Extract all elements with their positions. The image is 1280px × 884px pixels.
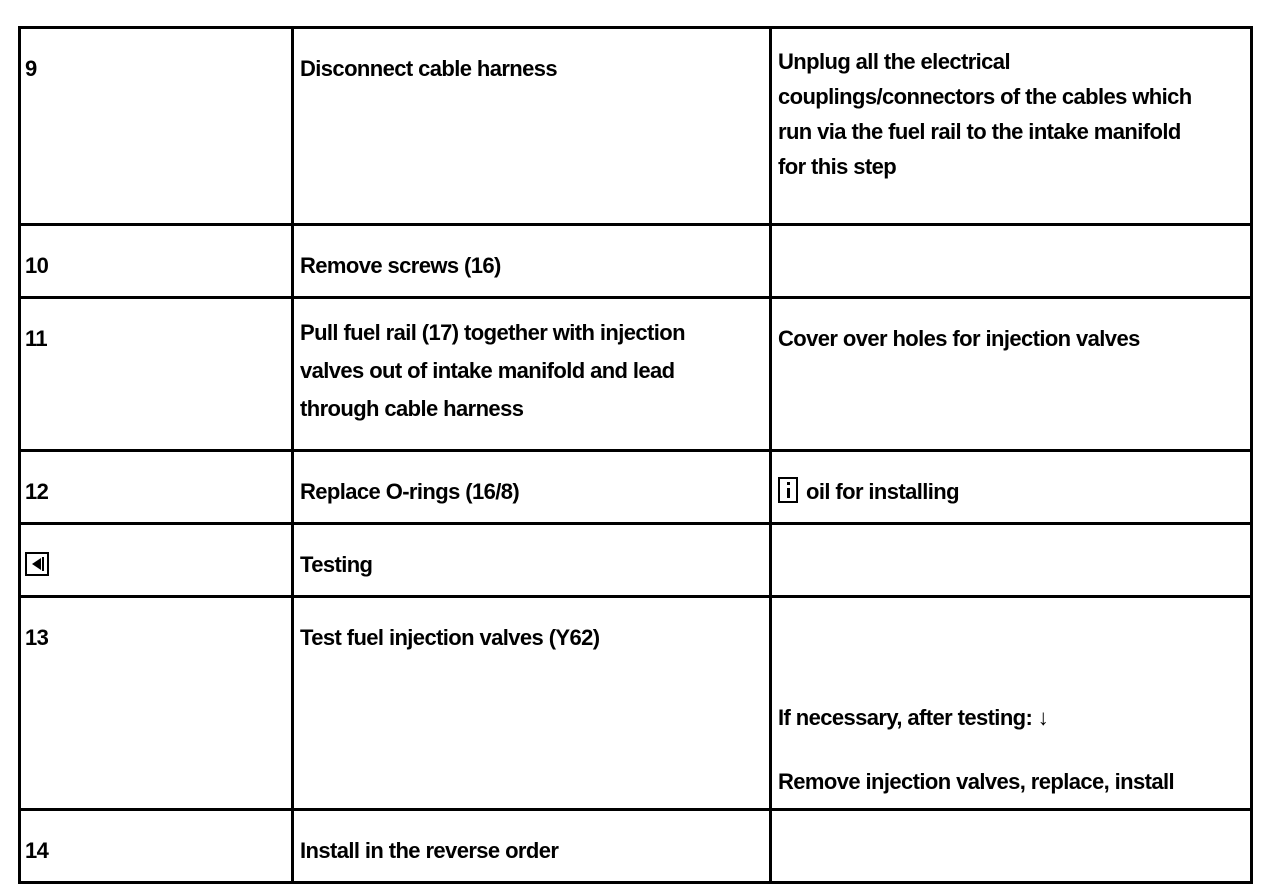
step-note [771,524,1252,597]
table-row [20,298,1252,451]
procedure-sheet [18,26,1250,884]
step-action [293,810,771,883]
step-action-line: through cable harness [300,396,524,421]
step-action [293,524,771,597]
step-number-text: 10 [25,253,49,278]
table-row [20,810,1252,883]
step-action-line: Pull fuel rail (17) together with injection [300,320,685,345]
step-number-text: 14 [25,838,49,863]
step-action [293,225,771,298]
step-note-line: run via the fuel rail to the intake manifold [778,119,1181,144]
step-number [20,28,293,225]
step-note [771,225,1252,298]
step-note-line: If necessary, after testing: ↓ [778,705,1049,730]
section-heading: Testing [300,552,373,577]
test-symbol-icon [25,552,49,576]
step-number-text: 13 [25,625,49,650]
step-action [293,28,771,225]
step-note-text: Cover over holes for injection valves [778,326,1140,351]
step-action-text: Install in the reverse order [300,838,559,863]
step-action-text: Replace O-rings (16/8) [300,479,520,504]
step-action-text: Test fuel injection valves (Y62) [300,625,600,650]
step-note-line: for this step [778,154,897,179]
step-icon-wrap [25,543,285,587]
step-number [20,225,293,298]
step-number [20,524,293,597]
table-row [20,597,1252,810]
info-icon [778,477,798,503]
step-note [771,597,1252,810]
step-number-text: 12 [25,479,49,504]
step-note-text: oil for installing [806,479,959,504]
step-note [771,298,1252,451]
step-note [771,810,1252,883]
step-number [20,810,293,883]
step-number [20,298,293,451]
step-note-line: Unplug all the electrical [778,49,1010,74]
table-row [20,524,1252,597]
step-note-line: couplings/connectors of the cables which [778,84,1192,109]
step-note [771,28,1252,225]
step-action [293,451,771,524]
step-action [293,298,771,451]
step-number [20,597,293,810]
table-row [20,225,1252,298]
step-action [293,597,771,810]
procedure-table [18,26,1253,884]
step-number [20,451,293,524]
step-action-text: Remove screws (16) [300,253,501,278]
step-note [771,451,1252,524]
step-note-line: Remove injection valves, replace, install [778,769,1175,794]
table-row [20,28,1252,225]
step-action-line: valves out of intake manifold and lead [300,358,675,383]
step-number-text: 11 [25,326,48,351]
step-note-wrap [778,470,1244,514]
table-row [20,451,1252,524]
step-number-text: 9 [25,56,37,81]
step-action-text: Disconnect cable harness [300,56,558,81]
